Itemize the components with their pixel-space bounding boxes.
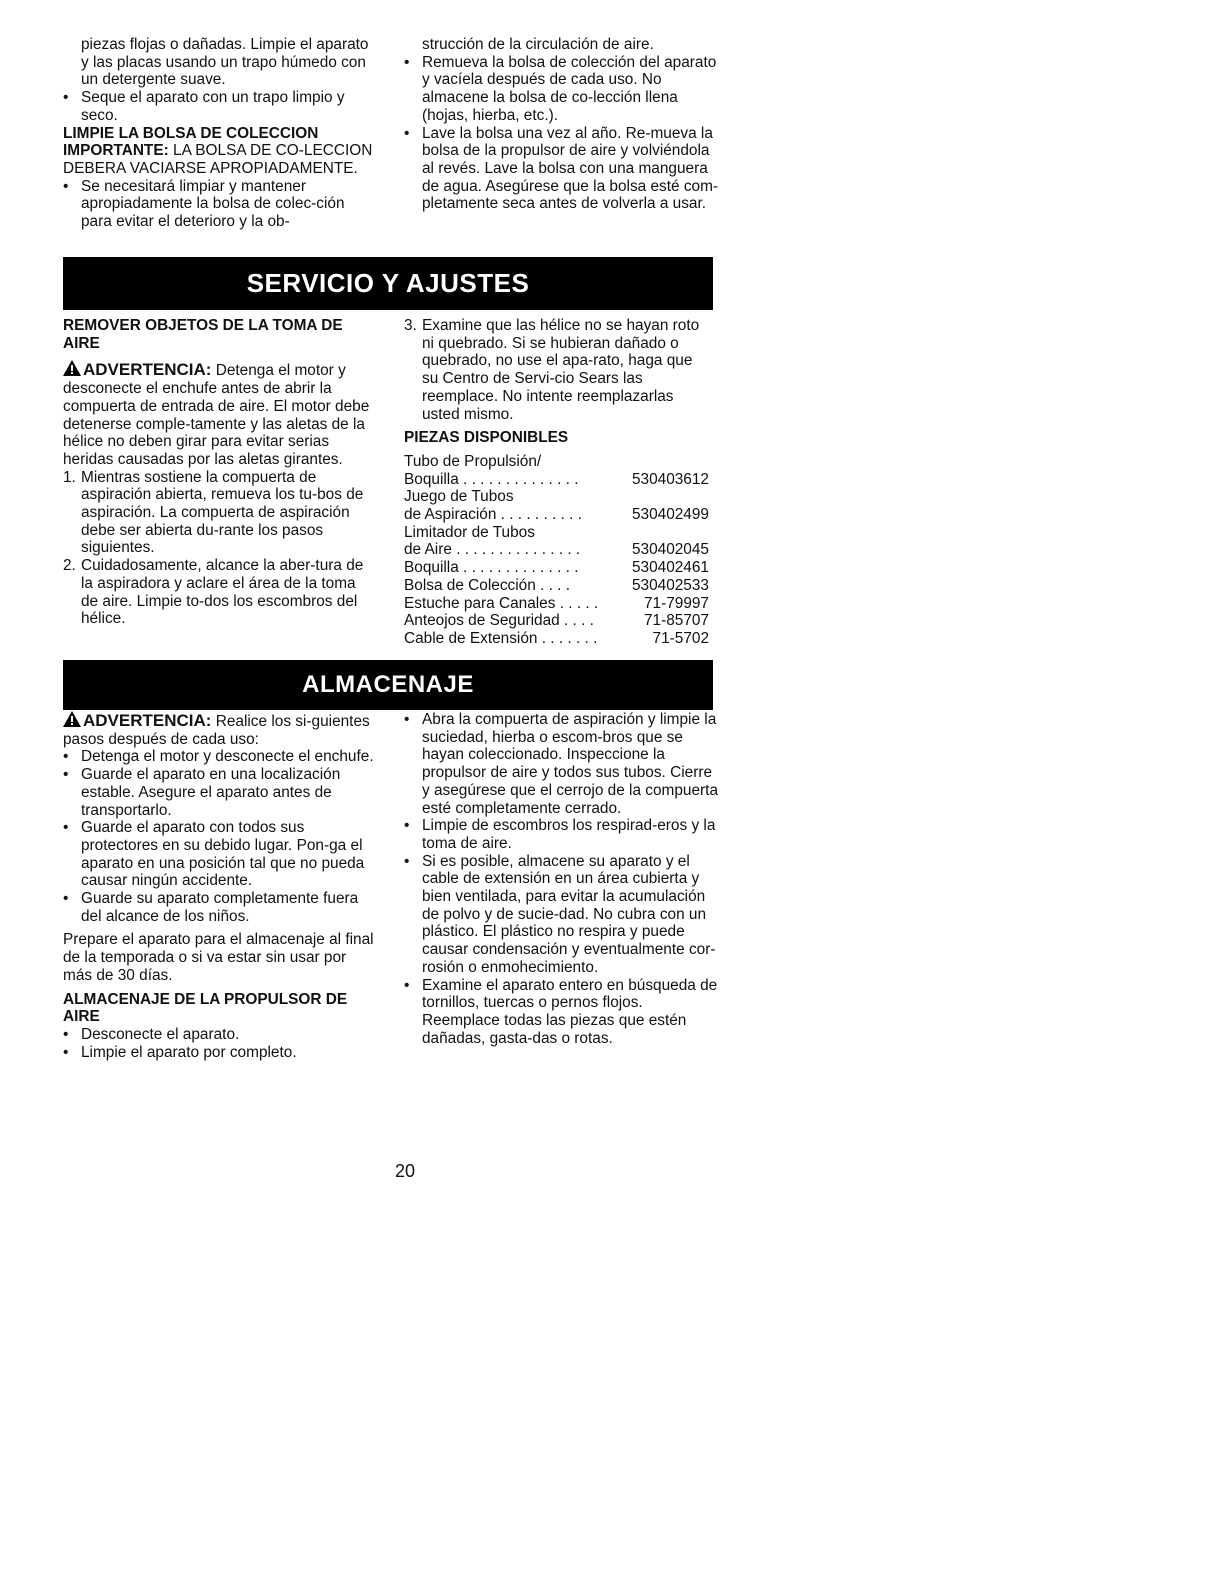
page-number: 20 [394,1161,416,1181]
bullet-item: • Lave la bolsa una vez al año. Re-mueva la bolsa de la propulsor de aire y volviéndola al revés. Lave la bolsa con una manguera de agua. Asegúrese que la bolsa esté com-pletamente seca antes de volverla a usar. [404,124,719,213]
service-right-column [404,317,709,648]
section-heading: ALMACENAJE DE LA PROPULSOR DE AIRE [63,990,348,1026]
bullet-item: • Detenga el motor y desconecte el enchufe. [63,748,374,766]
top-left-column [63,36,373,231]
bullet-item: • Seque el aparato con un trapo limpio y seco. [63,89,345,124]
step-item: 1. Mientras sostiene la compuerta de aspiración abierta, remueva los tu-bos de aspiración. La compuerta de aspiración debe ser abierta du-rante los pasos siguientes. [63,468,364,557]
storage-right-column [404,711,722,1047]
parts-row: de Aire . . . . . . . . . . . . . . . 530402045 [404,541,709,559]
bullet-item: • Guarde el aparato en una localización estable. Asegure el aparato antes de transportarlo. [63,766,341,819]
bullet-item: • Remueva la bolsa de colección del aparato y vacíela después de cada uso. No almacene la bolsa de co-lección llena (hojas, hierba, etc.). [404,53,717,124]
parts-list [404,453,709,648]
parts-list-label: Limitador de Tubos [404,523,535,541]
warning-triangle-icon [63,360,81,376]
bullet-item: • Examine el aparato entero en búsqueda de tornillos, tuercas o pernos flojos. Reemplace todas las piezas que estén dañadas, gasta-das o rotas. [404,976,718,1047]
bullet-item: • Desconecte el aparato. [63,1025,240,1043]
paragraph: strucción de la circulación de aire. [422,36,654,53]
service-left-column [63,317,373,628]
storage-left-column [63,711,378,1061]
section-banner-almacenaje: ALMACENAJE [63,660,713,710]
top-right-column [404,36,720,213]
parts-row: Cable de Extensión . . . . . . . 71-5702 [404,629,709,647]
important-note: IMPORTANTE: LA BOLSA DE CO-LECCION DEBERA VACIARSE APROPIADAMENTE. [63,142,373,177]
section-heading: LIMPIE LA BOLSA DE COLECCION [63,124,319,142]
bullet-item: • Si es posible, almacene su aparato y el cable de extensión en un área cubierta y bien ventilada, para evitar la acumulación de polvo y de sucie-dad. No cubra con un plástico. El plástico no respira y puede causar condensación y eventualmente cor-rosión o enmohecimiento. [404,852,716,976]
parts-row: Anteojos de Seguridad . . . . 71-85707 [404,612,709,630]
warning-paragraph: ADVERTENCIA: Detenga el motor y desconecte el enchufe antes de abrir la compuerta de entrada de aire. El motor debe detenerse comple-tamente y las aletas de la hélice no deben girar para evitar serias heridas causadas por las aletas girantes. [63,360,370,468]
paragraph: Prepare el aparato para el almacenaje al final de la temporada o si va estar sin usar por más de 30 días. [63,931,374,984]
parts-heading: PIEZAS DISPONIBLES [404,429,569,447]
bullet-item: • Abra la compuerta de aspiración y limpie la suciedad, hierba o escom-bros que se hayan coleccionado. Inspeccione la propulsor de aire y todos sus tubos. Cierre y asegúrese que el cerrojo de la compuerta esté completamente cerrado. [404,711,719,817]
bullet-item: • Guarde el aparato con todos sus protectores en su debido lugar. Pon-ga el aparato en una posición tal que no pueda causar ningún accidente. [63,819,365,890]
paragraph: piezas flojas o dañadas. Limpie el aparato y las placas usando un trapo húmedo con un detergente suave. [81,36,369,89]
parts-row: Boquilla . . . . . . . . . . . . . . 530403612 [404,470,709,488]
bullet-item: • Limpie el aparato por completo. [63,1043,297,1061]
step-item: 3. Examine que las hélice no se hayan roto ni quebrado. Si se hubieran dañado o quebrado, no use el apa-rato, haga que su Centro de Servi-cio Sears las reemplace. No intente reemplazarlas usted mismo. [404,317,700,423]
parts-row: Bolsa de Colección . . . . 530402533 [404,576,709,594]
bullet-item: • Se necesitará limpiar y mantener apropiadamente la bolsa de colec-ción para evitar el deterioro y la ob- [63,177,345,231]
parts-row: de Aspiración . . . . . . . . . . 530402499 [404,506,709,524]
bullet-item: • Limpie de escombros los respirad-eros y la toma de aire. [404,817,716,852]
parts-list-label: Tubo de Propulsión/ [404,452,542,470]
step-item: 2. Cuidadosamente, alcance la aber-tura de la aspiradora y aclare el área de la toma de aire. Limpie to-dos los escombros del hélice. [63,557,364,628]
section-heading: REMOVER OBJETOS DE LA TOMA DE AIRE [63,317,343,352]
warning-paragraph: ADVERTENCIA: Realice los si-guientes pasos después de cada uso: [63,711,370,748]
warning-triangle-icon [63,711,81,727]
bullet-item: • Guarde su aparato completamente fuera del alcance de los niños. [63,890,359,925]
parts-list-label: Juego de Tubos [404,488,514,506]
parts-row: Boquilla . . . . . . . . . . . . . . 530402461 [404,559,709,577]
parts-row: Estuche para Canales . . . . . 71-79997 [404,594,709,612]
section-banner-servicio: SERVICIO Y AJUSTES [63,257,713,310]
